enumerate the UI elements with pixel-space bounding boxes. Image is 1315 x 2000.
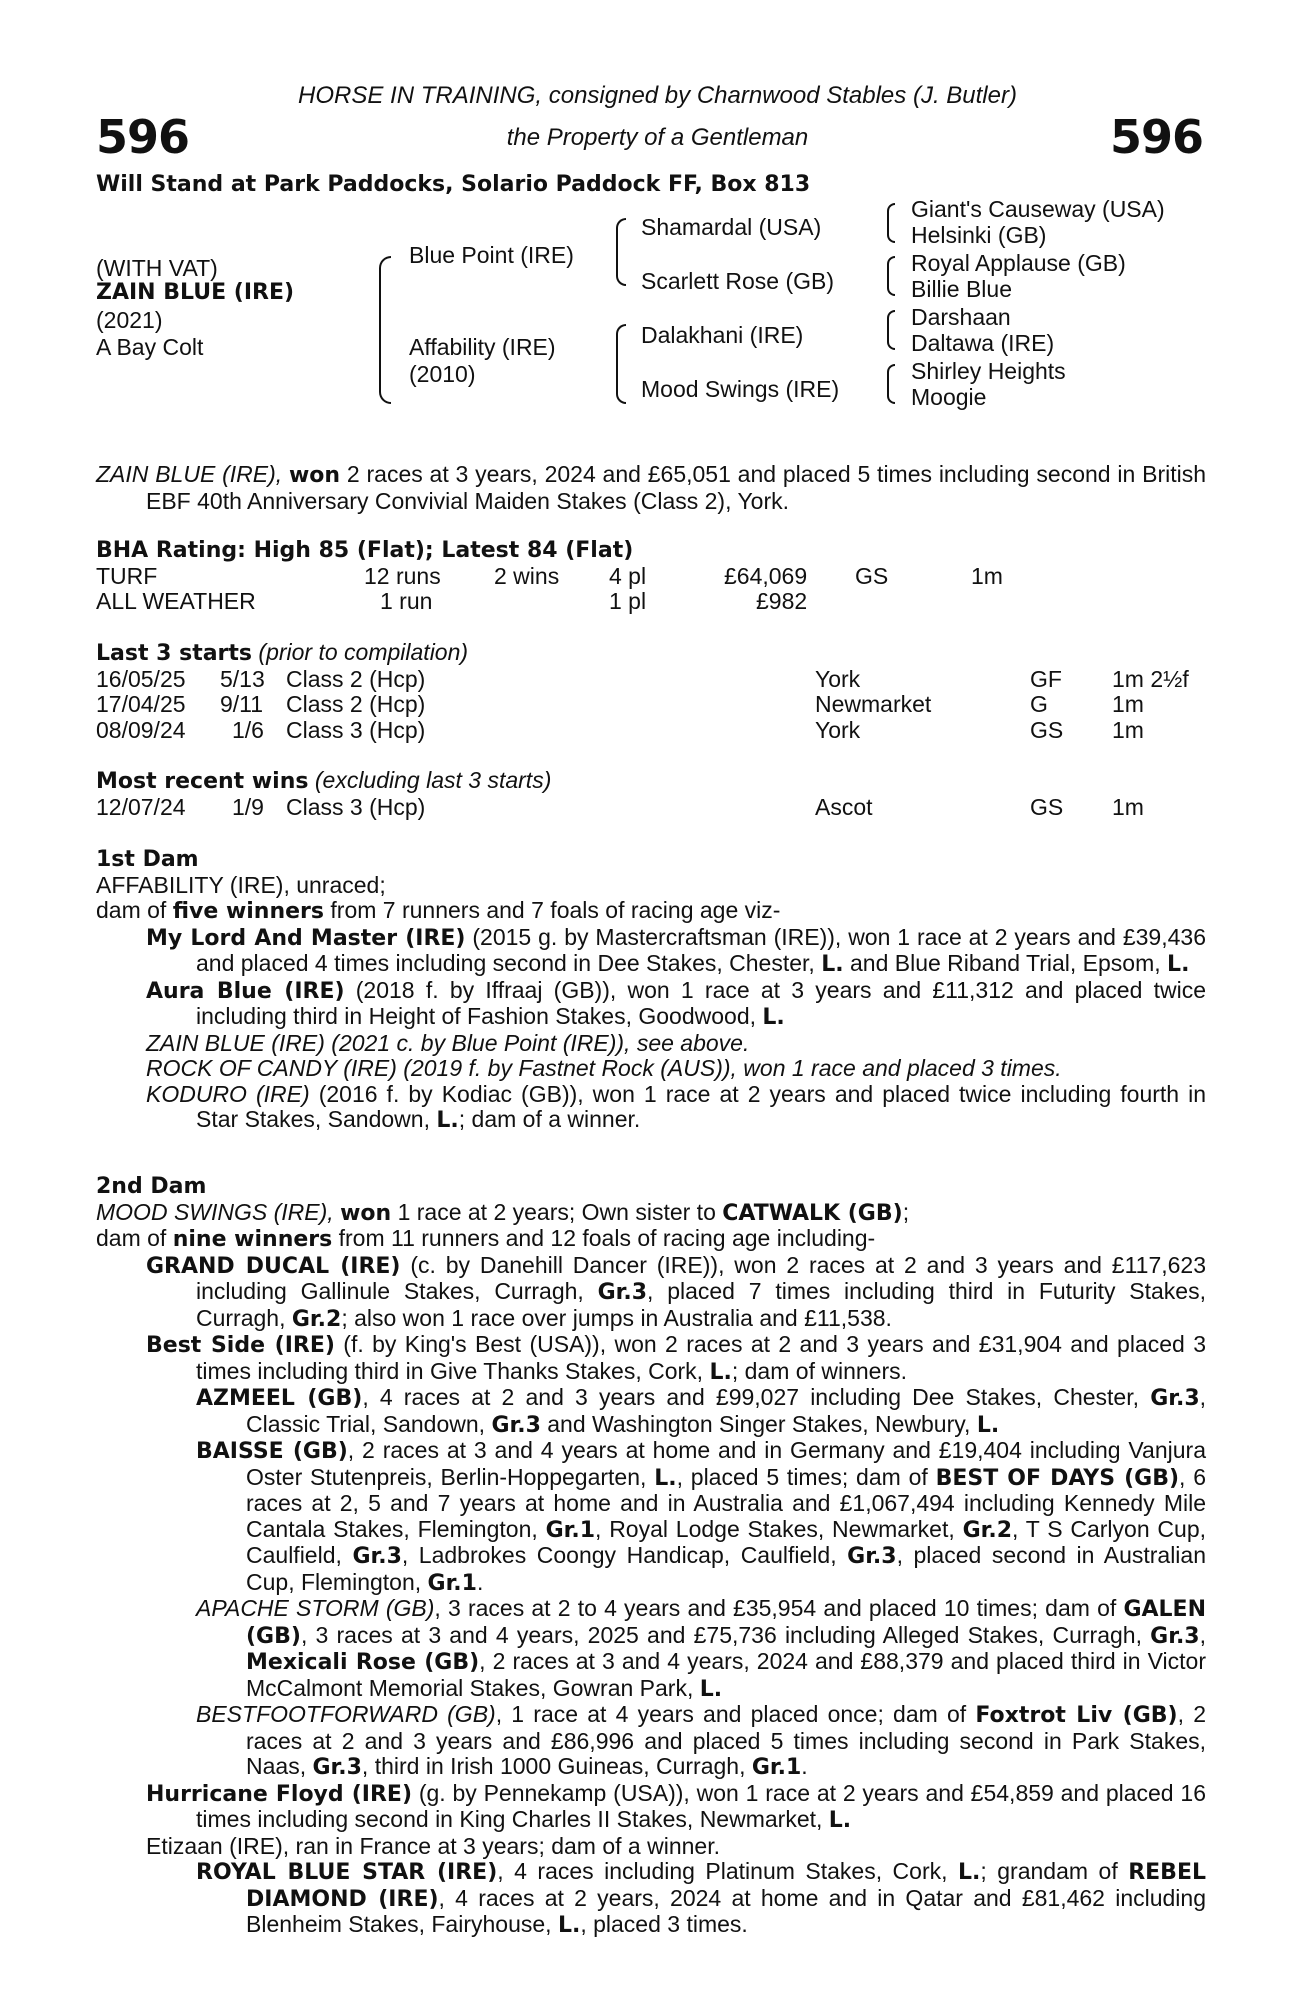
sire-dam: Scarlett Rose (GB) xyxy=(641,268,834,294)
progeny-name: AZMEEL (GB) xyxy=(196,1386,363,1411)
progeny-name: REBEL DIAMOND (IRE) xyxy=(246,1860,1206,1912)
start-course: Newmarket xyxy=(815,691,932,717)
start-going: G xyxy=(1030,691,1048,717)
progeny-entry xyxy=(146,1781,1206,1834)
sss: Giant's Causeway (USA) xyxy=(911,196,1165,222)
group-mark: Gr.1 xyxy=(427,1570,477,1596)
listed-mark: L. xyxy=(976,1412,1000,1438)
progeny-entry xyxy=(146,925,1206,978)
progeny-entry: Etizaan (IRE), ran in France at 3 years; dam of a winner. xyxy=(146,1832,720,1859)
progeny-text: , Classic Trial, Sandown, xyxy=(246,1384,1207,1437)
progeny-text: , 4 races including Platinum Stakes, Cork, xyxy=(497,1858,948,1884)
progeny-text: (2016 f. by Kodiac (GB)), won 1 race at 2 years and placed twice including fourth in Star Stakes, Sandown, xyxy=(196,1080,1207,1132)
progeny-text: . xyxy=(801,1753,808,1779)
group-mark: Gr.1 xyxy=(751,1755,802,1780)
progeny-name: Mexicali Rose (GB) xyxy=(246,1650,480,1675)
progeny-entry xyxy=(196,1438,1206,1596)
start-date: 17/04/25 xyxy=(96,691,186,717)
listed-mark: L. xyxy=(958,1860,981,1885)
start-course: York xyxy=(815,716,861,743)
listed-mark: L. xyxy=(557,1913,581,1938)
start-going: GS xyxy=(1030,716,1064,743)
progeny-name: GALEN (GB) xyxy=(246,1597,1206,1649)
progeny-name: Hurricane Floyd (IRE) xyxy=(146,1781,412,1807)
progeny-text: , placed second in Australian Cup, Flemington, xyxy=(246,1542,1206,1595)
start-position: 9/11 xyxy=(220,691,264,717)
start-class: Class 2 (Hcp) xyxy=(286,665,426,692)
ds-brace xyxy=(887,310,895,350)
progeny-text: , T S Carlyon Cup, Caulfield, xyxy=(246,1515,1207,1568)
win-position: 1/9 xyxy=(232,793,264,820)
listed-mark: L. xyxy=(699,1676,723,1702)
race-summary xyxy=(96,462,1206,514)
group-mark: Gr.2 xyxy=(962,1517,1013,1543)
progeny-text: , 4 races at 2 and 3 years and £99,027 including Dee Stakes, Chester, xyxy=(362,1384,1140,1410)
progeny-text: ; also won 1 race over jumps in Australia and £11,538. xyxy=(341,1304,892,1331)
dam-year: (2010) xyxy=(409,361,476,387)
progeny-text: , 4 races at 2 years, 2024 at home and in Qatar and £81,462 including Blenheim Stakes, Fairyhouse, xyxy=(246,1884,1206,1937)
sister-name: CATWALK (GB) xyxy=(722,1200,903,1226)
win-date: 12/07/24 xyxy=(96,793,186,820)
win-going: GS xyxy=(1030,793,1064,820)
property-line: the Property of a Gentleman xyxy=(506,124,809,151)
progeny-text: , 3 races at 2 to 4 years and £35,954 and placed 10 times; dam of xyxy=(434,1595,1117,1621)
lot-number-right: 596 xyxy=(1109,110,1203,164)
second-dam-section xyxy=(96,1174,1206,1939)
group-mark: Gr.2 xyxy=(291,1306,342,1332)
progeny-text: (c. by Danehill Dancer (IRE)), won 2 races at 2 and 3 years and £117,623 including Gallinule Stakes, Curragh, xyxy=(196,1251,1206,1304)
progeny-text: , 3 races at 3 and 4 years, 2025 and £75,736 including Alleged Stakes, Curragh, xyxy=(300,1621,1142,1648)
last3-note: (prior to compilation) xyxy=(258,639,469,665)
winners-count: five winners xyxy=(172,899,325,924)
start-position: 5/13 xyxy=(220,665,265,692)
dam-of-label: dam of xyxy=(96,897,167,923)
progeny-entry xyxy=(146,1082,1206,1134)
last3-heading: Last 3 starts xyxy=(96,641,253,666)
win-distance: 1m xyxy=(1112,793,1144,820)
group-mark: Gr.3 xyxy=(847,1544,897,1569)
pedigree-brace-main xyxy=(379,256,391,404)
summary-won: won xyxy=(288,463,341,488)
progeny-text: ; dam of winners. xyxy=(731,1357,907,1384)
progeny-entry xyxy=(196,1702,1206,1781)
dam-sire: Dalakhani (IRE) xyxy=(641,322,804,348)
rating-money: £982 xyxy=(756,588,808,614)
rating-wins: 2 wins xyxy=(494,562,560,589)
progeny-name: BAISSE (GB) xyxy=(196,1439,348,1464)
summary-horse: ZAIN BLUE (IRE), xyxy=(96,461,283,487)
recent-note: (excluding last 3 starts) xyxy=(314,767,552,793)
start-distance: 1m 2½f xyxy=(1112,665,1189,692)
runners-text: from 11 runners and 12 foals of racing age including- xyxy=(338,1225,876,1251)
rating-surface: ALL WEATHER xyxy=(96,588,256,614)
start-date: 08/09/24 xyxy=(96,716,186,743)
group-mark: Gr.3 xyxy=(597,1280,648,1305)
rating-distance: 1m xyxy=(971,562,1003,589)
vat-note: (WITH VAT) xyxy=(96,255,218,281)
progeny-name: BESTFOOTFORWARD (GB) xyxy=(196,1701,496,1727)
progeny-name: APACHE STORM (GB) xyxy=(196,1595,435,1621)
sire-brace xyxy=(616,218,626,286)
rating-placed: 1 pl xyxy=(609,588,647,614)
recent-heading: Most recent wins xyxy=(96,769,309,794)
listed-mark: L. xyxy=(654,1465,677,1491)
winners-count: nine winners xyxy=(172,1227,333,1252)
first-dam-line: AFFABILITY (IRE), unraced; xyxy=(96,871,386,898)
progeny-text: , third in Irish 1000 Guineas, Curragh, xyxy=(361,1753,746,1779)
progeny-name: Aura Blue (IRE) xyxy=(146,978,345,1004)
horse-year: (2021) xyxy=(96,307,163,333)
progeny-text: , 2 races at 3 and 4 years at home and in Germany and £19,404 including Vanjura Oster Stutenpreis, Berlin-Hoppegarten, xyxy=(246,1437,1206,1490)
progeny-name: Foxtrot Liv (GB) xyxy=(975,1703,1178,1728)
progeny-text: and Washington Singer Stakes, Newbury, xyxy=(547,1410,971,1437)
listed-mark: L. xyxy=(821,952,844,977)
dam: Affability (IRE) xyxy=(409,334,556,360)
progeny-text: , Royal Lodge Stakes, Newmarket, xyxy=(595,1515,955,1542)
progeny-entry xyxy=(146,1332,1206,1385)
recent-wins xyxy=(96,768,1206,820)
progeny-text: , 6 races at 2, 5 and 7 years at home and in Australia and £1,067,494 including Kennedy Mile Cantala Stakes, Flemington, xyxy=(246,1463,1207,1542)
progeny-text: , placed 5 times; dam of xyxy=(676,1463,928,1490)
dd-brace xyxy=(887,364,895,404)
dam-dam: Mood Swings (IRE) xyxy=(641,376,840,402)
progeny-entry xyxy=(196,1385,1206,1438)
start-distance: 1m xyxy=(1112,691,1144,717)
listed-mark: L. xyxy=(1167,952,1190,977)
start-row xyxy=(96,667,1206,693)
progeny-name: GRAND DUCAL (IRE) xyxy=(146,1253,401,1279)
rating-heading: BHA Rating: High 85 (Flat); Latest 84 (Flat) xyxy=(96,538,634,563)
progeny-text: , 1 race at 4 years and placed once; dam of xyxy=(495,1701,967,1727)
win-class: Class 3 (Hcp) xyxy=(286,793,426,820)
start-position: 1/6 xyxy=(232,716,264,743)
pedigree-table xyxy=(96,198,1216,418)
ssd: Helsinki (GB) xyxy=(911,222,1047,248)
dss: Darshaan xyxy=(911,304,1011,330)
start-going: GF xyxy=(1030,665,1062,692)
progeny-text: ; grandam of xyxy=(980,1858,1118,1884)
progeny-text: and Blue Riband Trial, Epsom, xyxy=(849,950,1161,976)
horse-name: ZAIN BLUE (IRE) xyxy=(96,280,295,305)
second-dam-heading: 2nd Dam xyxy=(96,1174,207,1199)
listed-mark: L. xyxy=(762,1005,785,1030)
progeny-text: , 2 races at 3 and 4 years, 2024 and £88,379 and placed third in Victor McCalmont Memorial Stakes, Gowran Park, xyxy=(246,1648,1206,1701)
start-date: 16/05/25 xyxy=(96,665,186,692)
runners-text: from 7 runners and 7 foals of racing age viz- xyxy=(330,897,781,923)
lot-number-left: 596 xyxy=(96,110,190,164)
rating-money: £64,069 xyxy=(724,562,808,589)
ss-brace xyxy=(887,203,895,243)
stand-location: Will Stand at Park Paddocks, Solario Paddock FF, Box 813 xyxy=(96,172,811,197)
progeny-entry: ZAIN BLUE (IRE) (2021 c. by Blue Point (IRE)), see above. xyxy=(146,1029,750,1056)
group-mark: Gr.3 xyxy=(1150,1386,1200,1411)
sd-brace xyxy=(887,256,895,296)
start-course: York xyxy=(815,665,861,692)
ddd: Moogie xyxy=(911,384,987,410)
summary-text: 2 races at 3 years, 2024 and £65,051 and placed 5 times including second in British EBF 40th Anniversary Convivial Maiden Stakes (Class 2), York. xyxy=(146,461,1207,514)
group-mark: Gr.1 xyxy=(545,1517,595,1543)
progeny-text: (2018 f. by Iffraaj (GB)), won 1 race at 3 years and £11,312 and placed twice including third in Height of Fashion Stakes, Goodwood, xyxy=(196,976,1207,1029)
progeny-entry xyxy=(146,1253,1206,1333)
progeny-text: . xyxy=(476,1568,484,1595)
dam-of-label: dam of xyxy=(96,1225,167,1251)
sds: Royal Applause (GB) xyxy=(911,250,1126,276)
progeny-text: ; dam of a winner. xyxy=(458,1106,641,1132)
rating-going: GS xyxy=(855,562,889,589)
win-row xyxy=(96,795,1206,821)
horse-description: A Bay Colt xyxy=(96,334,204,360)
rating-row xyxy=(96,589,1206,615)
rating-row xyxy=(96,564,1206,590)
second-dam-name: MOOD SWINGS (IRE), xyxy=(96,1198,334,1225)
dsd: Daltawa (IRE) xyxy=(911,330,1055,356)
dds: Shirley Heights xyxy=(911,358,1066,384)
progeny-text: (f. by King's Best (USA)), won 2 races at 2 and 3 years and £31,904 and placed 3 times including third in Give Thanks Stakes, Cork, xyxy=(196,1331,1206,1384)
progeny-name: Best Side (IRE) xyxy=(146,1333,335,1358)
first-dam-heading: 1st Dam xyxy=(96,847,199,872)
rating-runs: 12 runs xyxy=(364,562,441,589)
rating-runs: 1 run xyxy=(380,588,433,614)
group-mark: Gr.3 xyxy=(491,1412,541,1438)
dam-brace xyxy=(616,324,626,404)
progeny-name: KODURO (IRE) xyxy=(146,1080,310,1107)
progeny-text: , 2 races at 2 and 3 years and £86,996 and placed 5 times including second in Park Stakes, Naas, xyxy=(246,1701,1206,1779)
rating-section xyxy=(96,538,1206,615)
start-row xyxy=(96,718,1206,744)
progeny-entry xyxy=(196,1596,1206,1702)
listed-mark: L. xyxy=(828,1808,852,1833)
rating-surface: TURF xyxy=(96,562,158,589)
progeny-name: ROYAL BLUE STAR (IRE) xyxy=(196,1860,498,1885)
progeny-name: My Lord And Master (IRE) xyxy=(146,925,466,951)
last-three-starts xyxy=(96,640,1206,743)
progeny-name: BEST OF DAYS (GB) xyxy=(935,1465,1180,1491)
won-label: won xyxy=(340,1200,392,1226)
sdd: Billie Blue xyxy=(911,276,1012,302)
listed-mark: L. xyxy=(436,1108,459,1133)
start-class: Class 2 (Hcp) xyxy=(286,691,426,717)
progeny-entry xyxy=(146,978,1206,1031)
start-class: Class 3 (Hcp) xyxy=(286,716,426,743)
group-mark: Gr.3 xyxy=(352,1544,402,1569)
first-dam-section xyxy=(96,847,1206,1134)
group-mark: Gr.3 xyxy=(312,1755,362,1780)
group-mark: Gr.3 xyxy=(1150,1623,1200,1649)
progeny-text: , placed 7 times including third in Futurity Stakes, Curragh, xyxy=(196,1278,1206,1331)
consignor-line: HORSE IN TRAINING, consigned by Charnwood Stables (J. Butler) xyxy=(298,82,1017,109)
progeny-text: (2015 g. by Mastercraftsman (IRE)), won 1 race at 2 years and £39,436 and placed 4 times including second in Dee Stakes, Chester, xyxy=(196,923,1206,976)
punctuation: ; xyxy=(902,1198,910,1225)
second-dam-text: 1 race at 2 years; Own sister to xyxy=(397,1198,716,1225)
rating-placed: 4 pl xyxy=(609,562,647,589)
progeny-entry: ROCK OF CANDY (IRE) (2019 f. by Fastnet Rock (AUS)), won 1 race and placed 3 times. xyxy=(146,1055,1062,1081)
win-course: Ascot xyxy=(815,793,873,820)
start-distance: 1m xyxy=(1112,716,1144,743)
progeny-text: , placed 3 times. xyxy=(580,1911,748,1937)
progeny-text: , Ladbrokes Coongy Handicap, Caulfield, xyxy=(401,1542,837,1568)
sire: Blue Point (IRE) xyxy=(409,242,574,268)
start-row xyxy=(96,692,1206,718)
progeny-text: , xyxy=(1199,1621,1206,1648)
progeny-entry xyxy=(196,1859,1206,1939)
listed-mark: L. xyxy=(709,1359,732,1385)
progeny-text: (g. by Pennekamp (USA)), won 1 race at 2 years and £54,859 and placed 16 times including second in King Charles II Stakes, Newmarket, xyxy=(196,1779,1207,1832)
sire-sire: Shamardal (USA) xyxy=(641,214,822,240)
